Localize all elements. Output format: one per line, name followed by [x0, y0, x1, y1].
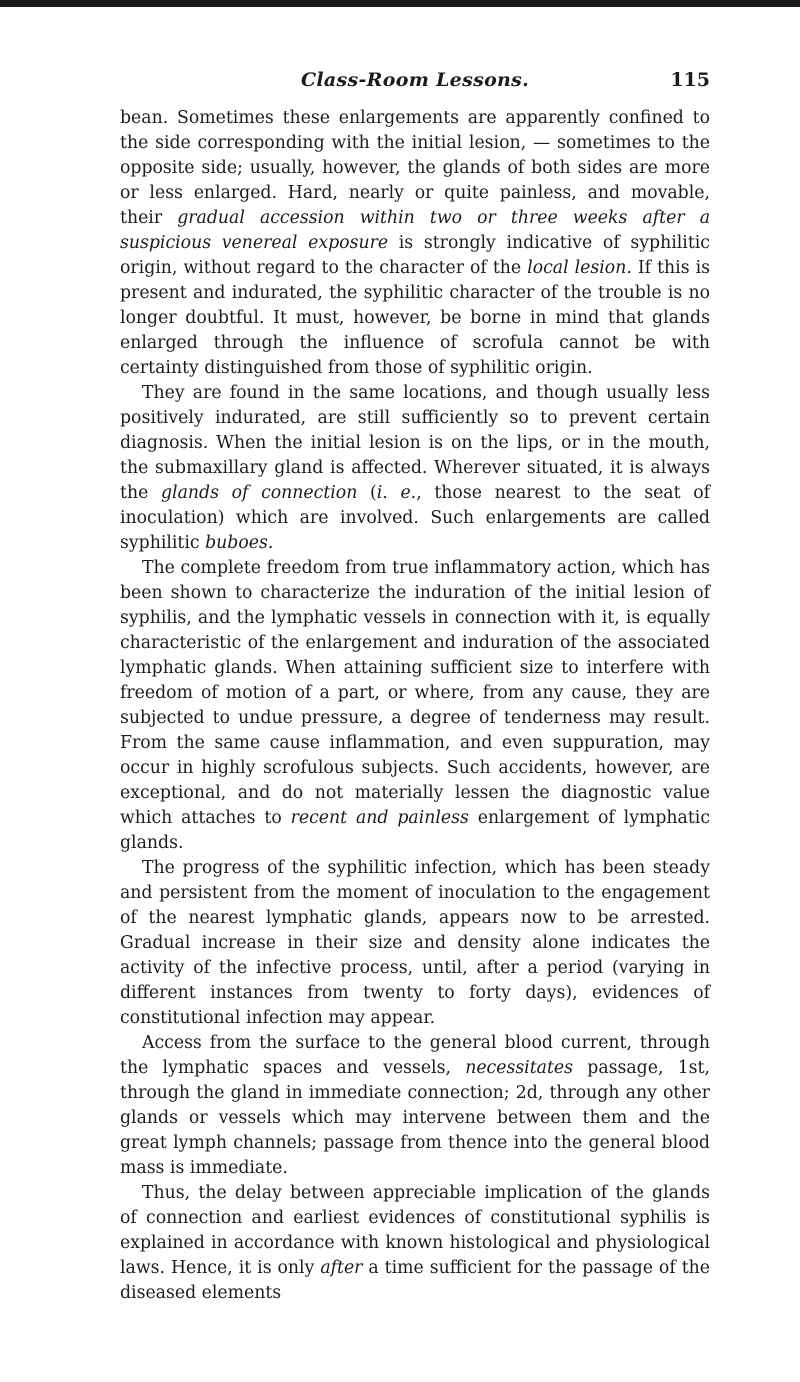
body-text [120, 106, 710, 1306]
italic-text-segment: local lesion. [527, 258, 632, 278]
italic-text-segment: necessitates [465, 1058, 574, 1078]
paragraph [120, 1031, 710, 1181]
text-segment: The complete freedom from true inflammatory action, which has been shown to characterize the induration of the initial lesion of syphilis, and the lymphatic vessels in connection with it, is equally characteristic of the enlargement and induration of the associated lymphatic glands. When attaining sufficient size to interfere with freedom of motion of a part, or where, from any cause, they are subjected to undue pressure, a degree of tenderness may result. From the same cause inflammation, and even suppuration, may occur in highly scrofulous subjects. Such accidents, however, are exceptional, and do not materially lessen the diagnostic value which attaches to [120, 558, 710, 828]
text-segment: is strongly indicative of syphilitic origin, without regard to the character of the [120, 233, 710, 278]
text-segment: passage, 1st, through the gland in immediate connection; 2d, through any other glands or vessels which may intervene between them and the great lymph channels; passage from thence into the general blood mass is immediate. [120, 1058, 710, 1178]
paragraph [120, 106, 710, 381]
text-segment: Thus, the delay between appreciable implication of the glands of connection and earliest evidences of constitutional syphilis is explained in accordance with known histological and physiological laws. Hence, it is only [120, 1183, 710, 1278]
text-segment: If this is present and indurated, the syphilitic character of the trouble is no longer doubtful. It must, however, be borne in mind that glands enlarged through the influence of scrofula cannot be with certainty distinguished from those of syphilitic origin. [120, 258, 710, 378]
text-segment: a time sufficient for the passage of the diseased elements [120, 1258, 710, 1303]
italic-text-segment: glands of connection [160, 483, 358, 503]
italic-text-segment: recent and painless [290, 808, 469, 828]
text-segment: bean. Sometimes these enlargements are apparently confined to the side corresponding with the initial lesion, — sometimes to the opposite side; usually, however, the glands of both sides are more or less enlarged. Hard, nearly or quite painless, and movable, their [120, 108, 710, 228]
text-segment: The progress of the syphilitic infection, which has been steady and persistent from the moment of inoculation to the engagement of the nearest lymphatic glands, appears now to be arrested. Gradual increase in their size and density alone indicates the activity of the infective process, until, after a period (varying in different instances from twenty to forty days), evidences of constitutional infection may appear. [120, 858, 710, 1028]
text-segment: enlargement of lymphatic glands. [120, 808, 710, 853]
paragraph [120, 856, 710, 1031]
page-number: 115 [670, 69, 710, 91]
italic-text-segment: buboes. [205, 533, 274, 553]
running-head [120, 62, 710, 102]
italic-text-segment: i. e. [376, 483, 417, 503]
italic-text-segment: gradual accession within two or three weeks after a suspicious venereal exposure [120, 208, 710, 253]
paragraph [120, 556, 710, 856]
italic-text-segment: after [320, 1258, 363, 1278]
text-segment: ( [357, 483, 377, 503]
book-page [120, 62, 710, 1306]
running-title: Class-Room Lessons. [300, 69, 530, 91]
top-border-rule [0, 0, 800, 7]
text-segment: Access from the surface to the general blood current, through the lymphatic spaces and vessels, [120, 1033, 710, 1078]
text-segment: They are found in the same locations, and though usually less positively indurated, are still sufficiently so to prevent certain diagnosis. When the initial lesion is on the lips, or in the mouth, the submaxillary gland is affected. Wherever situated, it is always the [120, 383, 710, 503]
paragraph [120, 381, 710, 556]
paragraph [120, 1181, 710, 1306]
text-segment: , those nearest to the seat of inoculation) which are involved. Such enlargements are called syphilitic [120, 483, 711, 553]
